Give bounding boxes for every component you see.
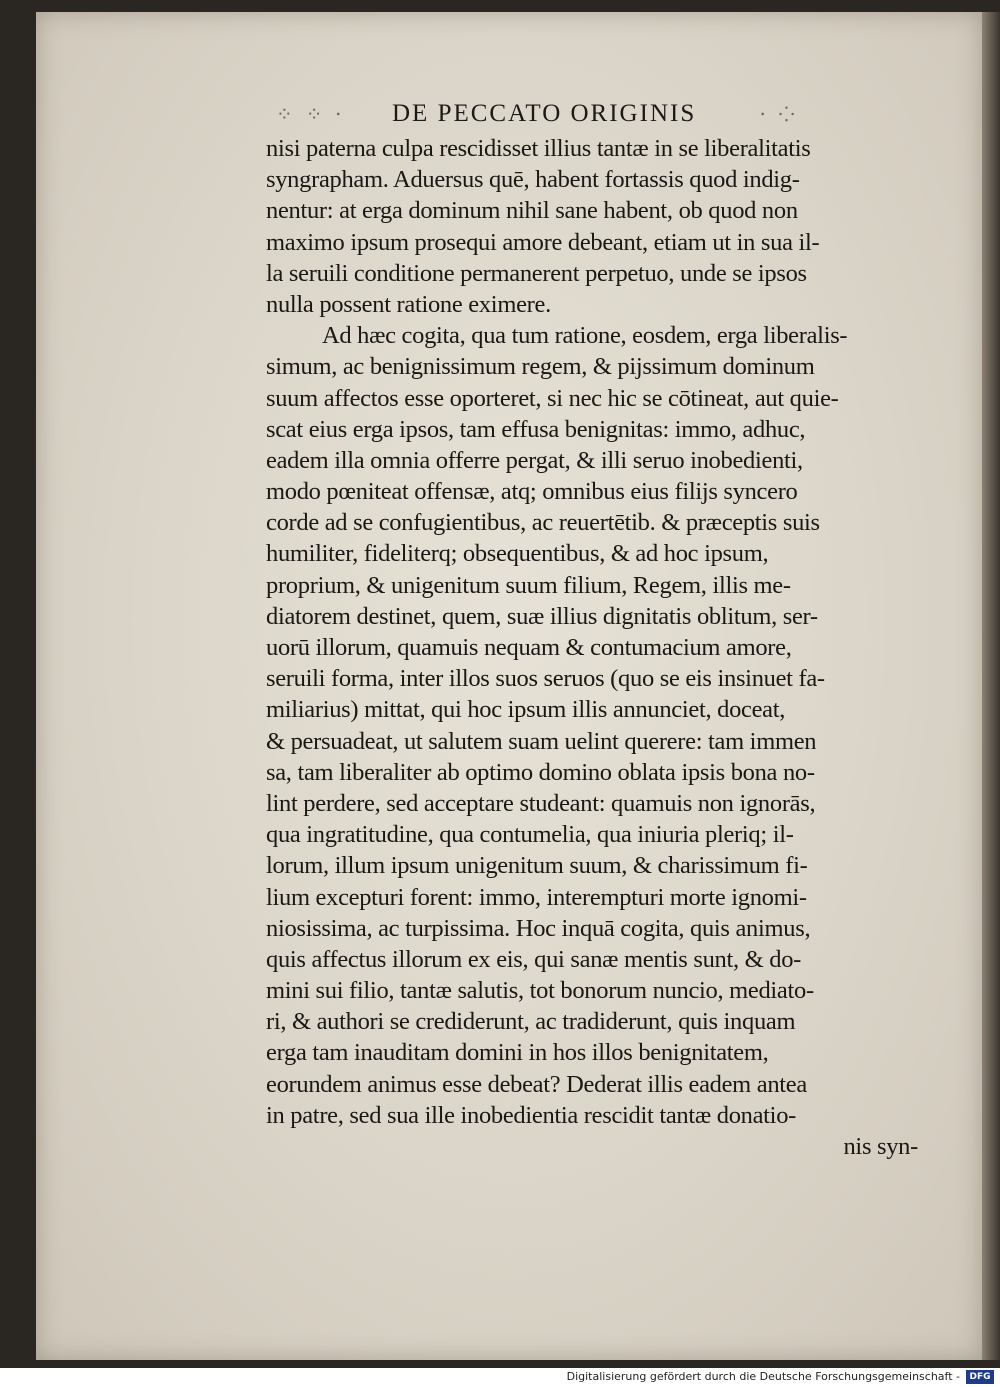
text-line: nisi paterna culpa rescidisset illius tantæ in se liberalitatis [266, 135, 811, 162]
text-line: simum, ac benignissimum regem, & pijssimum dominum [266, 353, 815, 381]
text-line: diatorem destinet, quem, suæ illius dignitatis oblitum, ser- [266, 602, 818, 630]
text-line: lint perdere, sed acceptare studeant: quamuis non ignorās, [266, 789, 816, 817]
text-line: ri, & authori se crediderunt, ac tradiderunt, quis inquam [266, 1008, 796, 1036]
digitization-footer [0, 1368, 1000, 1387]
text-line: mini sui filio, tantæ salutis, tot bonorum nuncio, mediato- [266, 977, 814, 1005]
paragraph-start-line: Ad hæc cogita, qua tum ratione, eosdem, erga liberalis- [322, 322, 848, 350]
page-edge [982, 12, 1000, 1360]
text-line: sa, tam liberaliter ab optimo domino oblata ipsis bona no- [266, 758, 815, 786]
text-line: proprium, & unigenitum suum filium, Regem, illis me- [266, 571, 791, 599]
text-line: seruili forma, inter illos suos seruos (quo se eis insinuet fa- [266, 665, 825, 693]
text-line: lium excepturi forent: immo, interempturi morte ignomi- [266, 883, 807, 911]
text-line: suum affectos esse oporteret, si nec hic se cōtineat, aut quie- [266, 384, 839, 412]
text-line: uorū illorum, quamuis nequam & contumacium amore, [266, 634, 792, 661]
running-head: DE PECCATO ORIGINIS [392, 100, 697, 127]
text-line: qua ingratitudine, qua contumelia, qua iniuria pleriq; il- [266, 821, 794, 849]
text-line: quis affectus illorum ex eis, qui sanæ mentis sunt, & do- [266, 945, 802, 973]
catchword: nis syn- [843, 1133, 918, 1160]
text-line: corde ad se confugientibus, ac reuertētib. & præceptis suis [266, 509, 820, 537]
text-line: niosissima, ac turpissima. Hoc inquā cogita, quis animus, [266, 914, 811, 942]
text-line: scat eius erga ipsos, tam effusa benignitas: immo, adhuc, [266, 415, 806, 443]
funding-credit: Digitalisierung gefördert durch die Deutsche Forschungsgemeinschaft - [566, 1370, 960, 1383]
text-line: & persuadeat, ut salutem suam uelint querere: tam immen [266, 727, 817, 755]
dfg-logo[interactable]: DFG [966, 1370, 994, 1384]
text-line: erga tam inauditam domini in hos illos benignitatem, [266, 1039, 769, 1067]
text-line: modo pœniteat offensæ, atq; omnibus eius filijs syncero [266, 478, 798, 506]
text-line: nentur: at erga dominum nihil sane habent, ob quod non [266, 197, 798, 225]
head-ornament-left: ⁘ ⁘ ⸱ [276, 104, 345, 126]
text-line: nulla possent ratione eximere. [266, 290, 551, 318]
text-line: in patre, sed sua ille inobedientia rescidit tantæ donatio- [266, 1101, 796, 1129]
text-line: miliarius) mittat, qui hoc ipsum illis annunciet, doceat, [266, 696, 786, 724]
text-line: humiliter, fideliterq; obsequentibus, & ad hoc ipsum, [266, 540, 769, 568]
text-line: syngrapham. Aduersus quē, habent fortassis quod indig- [266, 166, 800, 194]
text-line: lorum, illum ipsum unigenitum suum, & charissimum fi- [266, 852, 808, 880]
text-line: la seruili conditione permanerent perpetuo, unde se ipsos [266, 259, 807, 287]
text-line: eadem illa omnia offerre pergat, & illi seruo inobedienti, [266, 446, 803, 474]
text-line: eorundem animus esse debeat? Dederat illis eadem antea [266, 1070, 807, 1098]
head-ornament-right: ⸱ ⁘ [760, 104, 799, 126]
text-line: maximo ipsum prosequi amore debeant, etiam ut in sua il- [266, 228, 820, 256]
text-block [266, 133, 926, 1162]
